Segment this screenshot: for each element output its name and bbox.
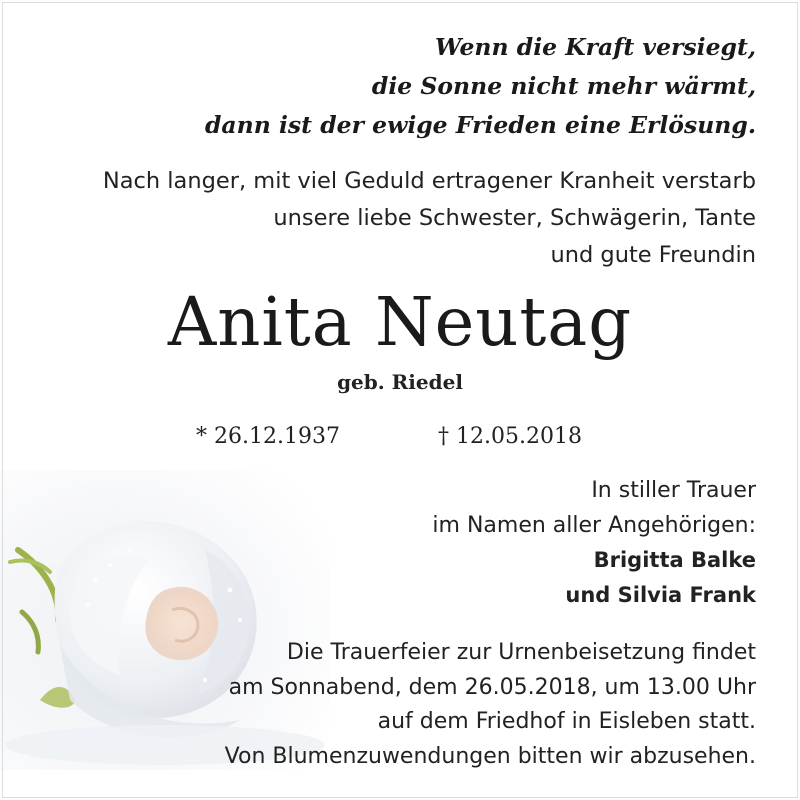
ceremony-line: auf dem Friedhof in Eisleben statt. <box>377 709 756 734</box>
poem-line: die Sonne nicht mehr wärmt, <box>371 72 756 100</box>
death-date: † 12.05.2018 <box>438 424 582 449</box>
mourners-line: im Namen aller Angehörigen: <box>432 512 756 538</box>
ceremony-line: Von Blumenzuwendungen bitten wir abzusehen. <box>224 743 756 769</box>
mourners-line: In stiller Trauer <box>591 478 756 503</box>
poem-line: Wenn die Kraft versiegt, <box>434 33 756 61</box>
poem-verse <box>205 28 756 145</box>
mourners-block <box>432 474 756 612</box>
maiden-name: geb. Riedel <box>337 370 463 394</box>
announcement-line: und gute Freundin <box>550 242 756 268</box>
ceremony-line: Die Trauerfeier zur Urnenbeisetzung findet <box>286 640 756 665</box>
poem-line: dann ist der ewige Frieden eine Erlösung. <box>204 111 756 139</box>
deceased-name: Anita Neutag <box>167 283 633 361</box>
mourner-name: Brigitta Balke <box>593 548 756 572</box>
announcement-line: unsere liebe Schwester, Schwägerin, Tante <box>273 205 756 231</box>
ceremony-details <box>225 636 756 774</box>
announcement-text <box>103 163 756 274</box>
announcement-line: Nach langer, mit viel Geduld ertragener Kranheit verstarb <box>102 168 756 194</box>
mourner-name: und Silvia Frank <box>565 582 756 607</box>
birth-date: * 26.12.1937 <box>196 424 340 449</box>
ceremony-line: am Sonnabend, dem 26.05.2018, um 13.00 Uhr <box>228 674 756 700</box>
